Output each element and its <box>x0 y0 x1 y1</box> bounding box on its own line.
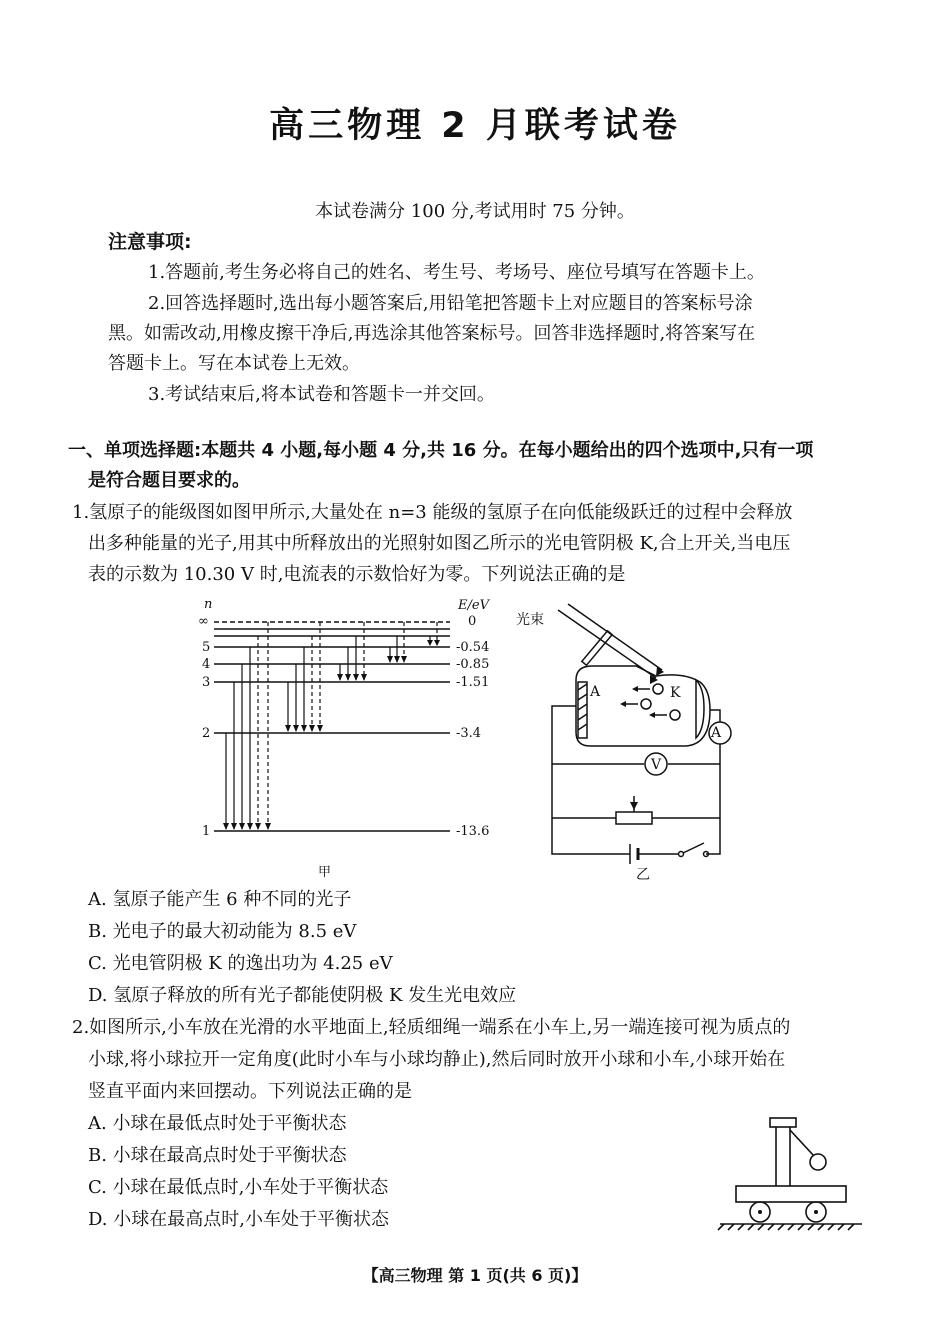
photoelectric-circuit-diagram <box>510 600 750 885</box>
level-n-inf: ∞ <box>198 614 209 629</box>
anode-label: A <box>590 684 601 700</box>
light-beam-label: 光束 <box>516 612 544 628</box>
q2-option-c: C. 小球在最低点时,小车处于平衡状态 <box>88 1177 389 1198</box>
q1-option-c: C. 光电管阴极 K 的逸出功为 4.25 eV <box>88 953 393 974</box>
q2-stem-line-1: 2.如图所示,小车放在光滑的水平地面上,轻质细绳一端系在小车上,另一端连接可视为质点的 <box>72 1017 791 1038</box>
page-footer: 【高三物理 第 1 页(共 6 页)】 <box>362 1266 588 1285</box>
cart-pendulum-figure <box>712 1108 872 1234</box>
level-n-2: 2 <box>202 726 211 741</box>
q1-stem-line-3: 表的示数为 10.30 V 时,电流表的示数恰好为零。下列说法正确的是 <box>88 564 626 585</box>
q1-stem-line-2: 出多种能量的光子,用其中所释放出的光照射如图乙所示的光电管阴极 K,合上开关,当电压 <box>88 533 791 554</box>
notice-item-3: 3.考试结束后,将本试卷和答题卡一并交回。 <box>148 384 495 405</box>
level-e-1: -13.6 <box>456 824 490 839</box>
ammeter-label: A <box>710 725 722 741</box>
cathode-label: K <box>670 685 681 701</box>
q2-stem-line-3: 竖直平面内来回摆动。下列说法正确的是 <box>88 1081 412 1102</box>
section-1-heading-line-2: 是符合题目要求的。 <box>88 470 250 491</box>
notice-item-2-line-1: 2.回答选择题时,选出每小题答案后,用铅笔把答题卡上对应题目的答案标号涂 <box>148 293 753 314</box>
exam-subtitle: 本试卷满分 100 分,考试用时 75 分钟。 <box>315 201 635 222</box>
level-e-3: -1.51 <box>456 675 490 690</box>
notice-item-2-line-3: 答题卡上。写在本试卷上无效。 <box>108 353 360 374</box>
q1-option-d: D. 氢原子释放的所有光子都能使阴极 K 发生光电效应 <box>88 985 517 1006</box>
notice-item-2-line-2: 黑。如需改动,用橡皮擦干净后,再选涂其他答案标号。回答非选择题时,将答案写在 <box>108 323 756 344</box>
q1-option-b: B. 光电子的最大初动能为 8.5 eV <box>88 921 357 942</box>
q1-stem-line-1: 1.氢原子的能级图如图甲所示,大量处在 n=3 能级的氢原子在向低能级跃迁的过程中会释放 <box>72 502 793 523</box>
level-e-inf: 0 <box>468 614 477 629</box>
figure-b-caption: 乙 <box>636 867 650 883</box>
voltmeter-label: V <box>650 757 662 773</box>
level-n-3: 3 <box>202 675 211 690</box>
q2-option-b: B. 小球在最高点时处于平衡状态 <box>88 1145 347 1166</box>
q1-option-a: A. 氢原子能产生 6 种不同的光子 <box>88 889 352 910</box>
n-axis-label: n <box>204 597 213 612</box>
level-e-5: -0.54 <box>456 640 490 655</box>
q2-option-d: D. 小球在最高点时,小车处于平衡状态 <box>88 1209 389 1230</box>
notice-item-1: 1.答题前,考生务必将自己的姓名、考生号、考场号、座位号填写在答题卡上。 <box>148 262 765 283</box>
energy-axis-label: E/eV <box>458 598 489 613</box>
level-e-2: -3.4 <box>456 726 482 741</box>
level-n-4: 4 <box>202 657 211 672</box>
q2-stem-line-2: 小球,将小球拉开一定角度(此时小车与小球均静止),然后同时放开小球和小车,小球开始在 <box>88 1049 786 1070</box>
q2-option-a: A. 小球在最低点时处于平衡状态 <box>88 1113 347 1134</box>
energy-level-diagram <box>190 596 510 886</box>
figure-a-caption: 甲 <box>318 865 332 880</box>
notice-heading: 注意事项: <box>108 231 192 253</box>
page-title: 高三物理 2 月联考试卷 <box>269 106 681 146</box>
section-1-heading: 一、单项选择题:本题共 4 小题,每小题 4 分,共 16 分。在每小题给出的四个选项中,只有一项 <box>68 440 814 461</box>
level-e-4: -0.85 <box>456 657 490 672</box>
level-n-5: 5 <box>202 640 211 655</box>
level-n-1: 1 <box>202 824 211 839</box>
